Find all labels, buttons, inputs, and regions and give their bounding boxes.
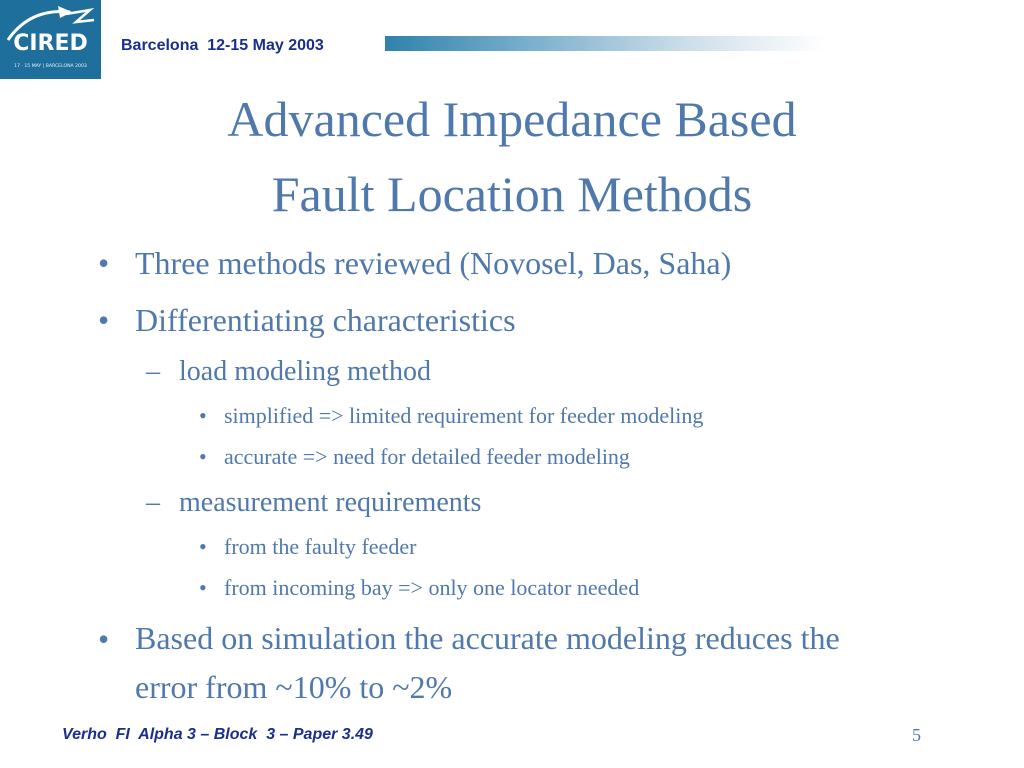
logo-subtext: 17 · 15 MAY | BARCELONA 2003 — [14, 64, 87, 69]
page-number: 5 — [912, 725, 921, 745]
bullet-marker: • — [199, 534, 207, 559]
sub-sub-bullet-item: accurate => need for detailed feeder modeling — [224, 444, 630, 469]
title-line-1: Advanced Impedance Based — [227, 91, 797, 147]
bullet-item: Three methods reviewed (Novosel, Das, Saha) — [135, 245, 732, 281]
footer-paper-reference: Verho FI Alpha 3 – Block 3 – Paper 3.49 — [62, 726, 373, 743]
title-line-2: Fault Location Methods — [271, 166, 753, 222]
sub-sub-bullet-item: from the faulty feeder — [224, 534, 417, 559]
bullet-marker: • — [98, 245, 110, 281]
sub-sub-bullet-item: from incoming bay => only one locator needed — [224, 575, 640, 600]
bullet-item: Based on simulation the accurate modeling reduces the error from ~10% to ~2% — [135, 620, 840, 705]
bullet-marker: • — [98, 302, 110, 338]
sub-bullet-item: load modeling method — [179, 356, 431, 387]
dash-marker: – — [146, 487, 160, 518]
bullet-marker: • — [199, 403, 207, 428]
bullet-marker: • — [199, 575, 207, 600]
dash-marker: – — [146, 356, 160, 387]
sub-bullet-item: measurement requirements — [179, 487, 482, 518]
bullet-marker: • — [98, 621, 110, 657]
logo-text: CIRED — [13, 31, 88, 56]
header-location-date: Barcelona 12-15 May 2003 — [121, 37, 324, 54]
sub-sub-bullet-item: simplified => limited requirement for feeder modeling — [224, 403, 704, 428]
bullet-item: Differentiating characteristics — [135, 302, 516, 338]
bullet-marker: • — [199, 444, 207, 469]
